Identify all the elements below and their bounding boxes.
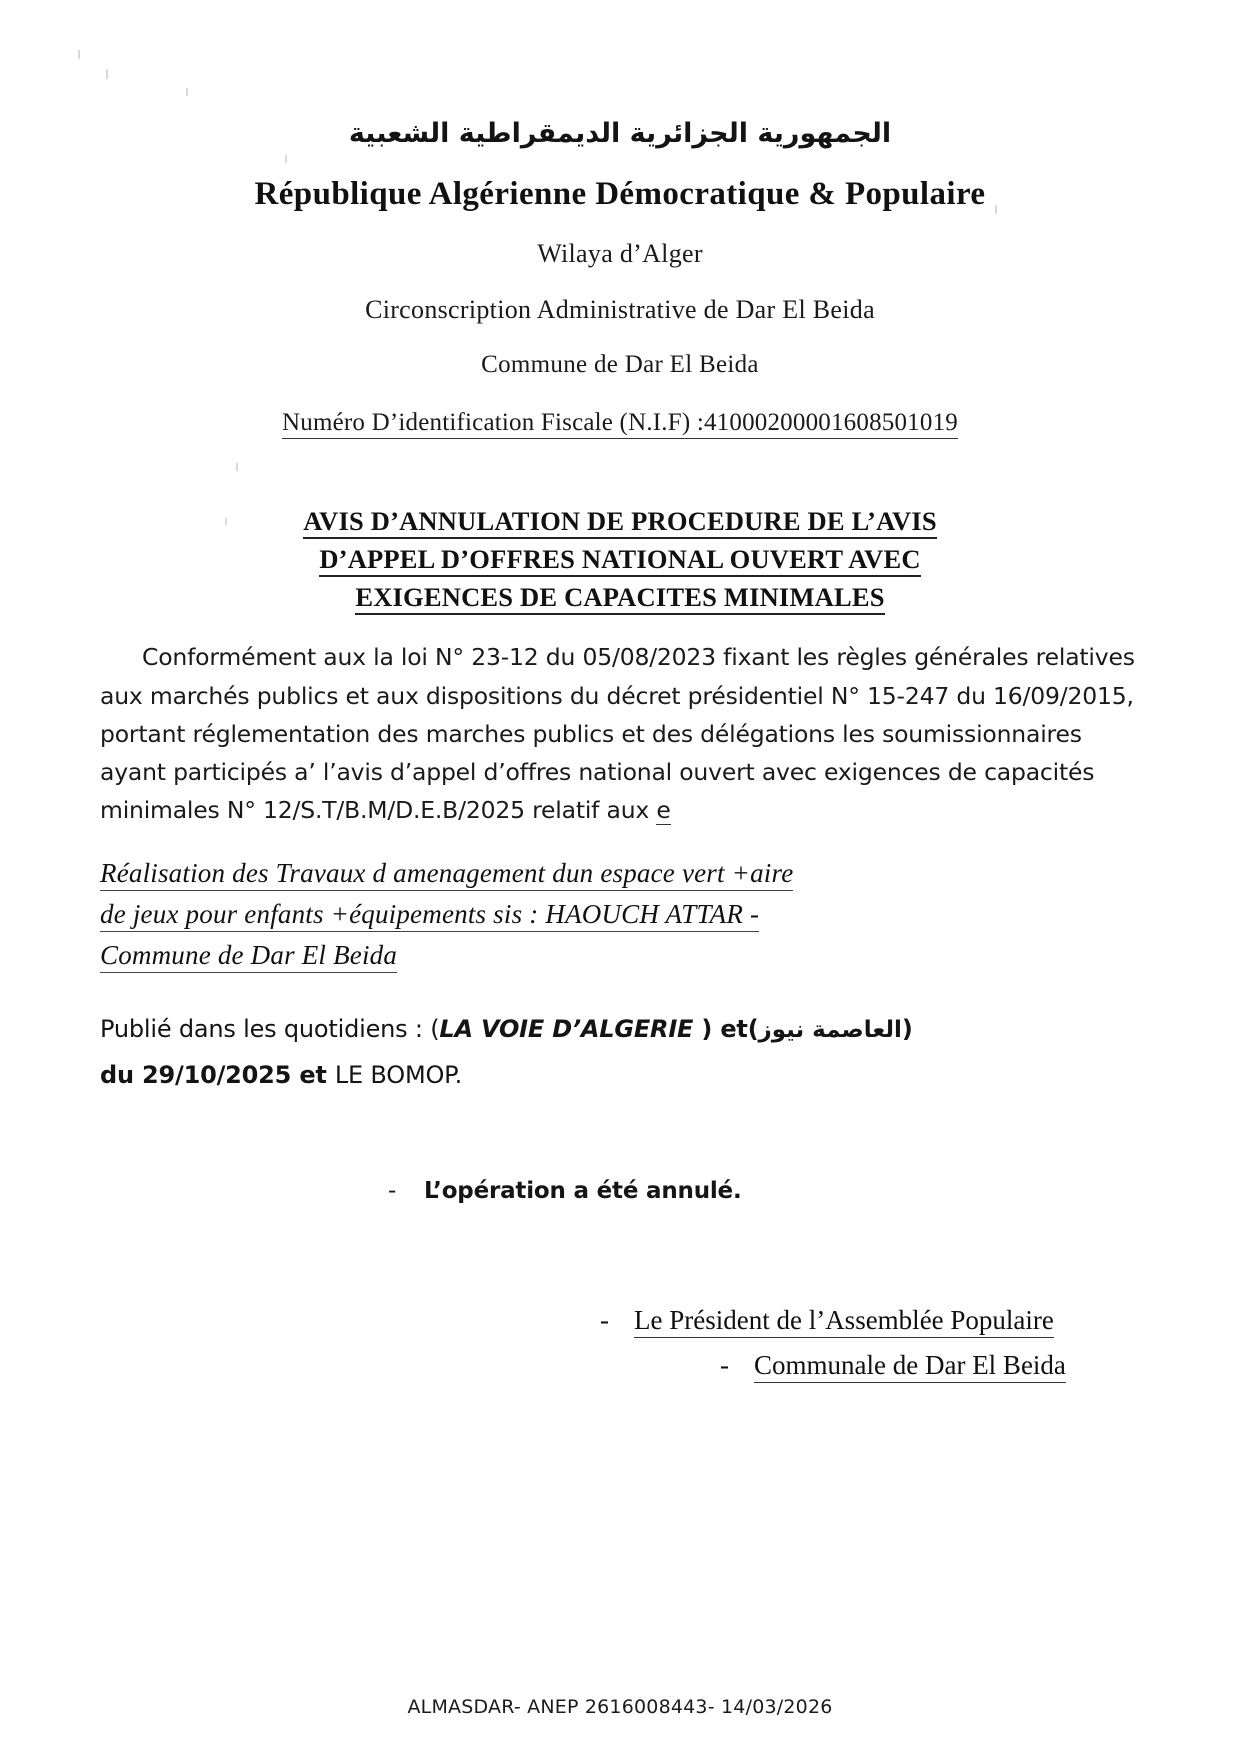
arabic-republic-title: الجمهورية الجزائرية الديمقراطية الشعبية: [348, 118, 892, 149]
cancellation-text: L’opération a été annulé.: [424, 1178, 742, 1205]
scan-speck: [78, 50, 80, 59]
publication-suffix: ): [901, 1015, 913, 1044]
cancellation-dash: -: [388, 1178, 397, 1205]
signature-dash-2: -: [720, 1349, 729, 1380]
scan-speck: [285, 155, 287, 163]
newspaper-french: LA VOIE D’ALGERIE: [439, 1015, 694, 1044]
scan-speck: [186, 88, 188, 96]
signature-block: [100, 1300, 1142, 1385]
publication-prefix: Publié dans les quotidiens : (: [100, 1015, 440, 1044]
document-header: [0, 0, 1240, 437]
body-paragraph-text: Conformément aux la loi N° 23-12 du 05/08/2023 fixant les règles générales relatives aux marchés publics et aux dispositions du décret présidentiel N° 15-247 du 16/09/2015, portant réglementation des marches publics et des délégations les soumissionnaires ayant participés a’ l’avis d’appel d’offres national ouvert avec exigences de capacités minimales N° 12/S.T/B.M/D.E.B/2025 relatif aux: [100, 643, 1135, 825]
signature-title: Le Président de l’Assemblée Populaire: [634, 1305, 1054, 1338]
circonscription-line: Circonscription Administrative de Dar El Beida: [365, 295, 875, 325]
publication-date-line: [100, 1056, 1142, 1095]
project-line-1: Réalisation des Travaux d amenagement dun espace vert +aire: [100, 853, 1142, 894]
nif-value: 41000200001608501019: [703, 409, 958, 437]
publication-mid: ) et(: [693, 1015, 759, 1044]
title-line-1: AVIS D’ANNULATION DE PROCEDURE DE L’AVIS: [0, 503, 1240, 541]
commune-line: Commune de Dar El Beida: [481, 351, 759, 379]
project-line-3: Commune de Dar El Beida: [100, 935, 1142, 976]
signature-dash-1: -: [600, 1305, 609, 1336]
scan-speck: [236, 463, 238, 471]
publication-date-prefix: du: [100, 1060, 143, 1089]
nif-line: [0, 409, 1240, 437]
publication-bomop: LE BOMOP.: [334, 1060, 463, 1089]
publication-line: [100, 1010, 1142, 1094]
wilaya-line: Wilaya d’Alger: [537, 239, 703, 269]
publication-date-suffix: et: [291, 1060, 335, 1089]
cancellation-statement: [100, 1178, 1142, 1204]
title-line-2: D’APPEL D’OFFRES NATIONAL OUVERT AVEC: [0, 541, 1240, 579]
document-body: [0, 638, 1240, 1385]
body-paragraph: [100, 638, 1142, 829]
republic-title: République Algérienne Démocratique & Populaire: [254, 176, 986, 213]
body-trailing-underlined: e: [656, 796, 671, 825]
nif-label: Numéro D’identification Fiscale (N.I.F) :: [282, 409, 704, 437]
page-title: [0, 503, 1240, 616]
title-line-3: EXIGENCES DE CAPACITES MINIMALES: [0, 579, 1240, 617]
newspaper-arabic: العاصمة نيوز: [758, 1017, 902, 1044]
signature-commune: Communale de Dar El Beida: [754, 1350, 1066, 1383]
signature-line-1: [100, 1300, 1142, 1341]
project-description: [100, 853, 1142, 976]
signature-line-2: [100, 1345, 1142, 1386]
scan-speck: [995, 205, 997, 214]
project-line-2: de jeux pour enfants +équipements sis : HAOUCH ATTAR -: [100, 894, 1142, 935]
publication-date: 29/10/2025: [142, 1060, 292, 1089]
scan-speck: [106, 69, 108, 79]
footer-anep-reference: ALMASDAR- ANEP 2616008443- 14/03/2026: [407, 1696, 833, 1718]
scan-speck: [225, 518, 227, 525]
